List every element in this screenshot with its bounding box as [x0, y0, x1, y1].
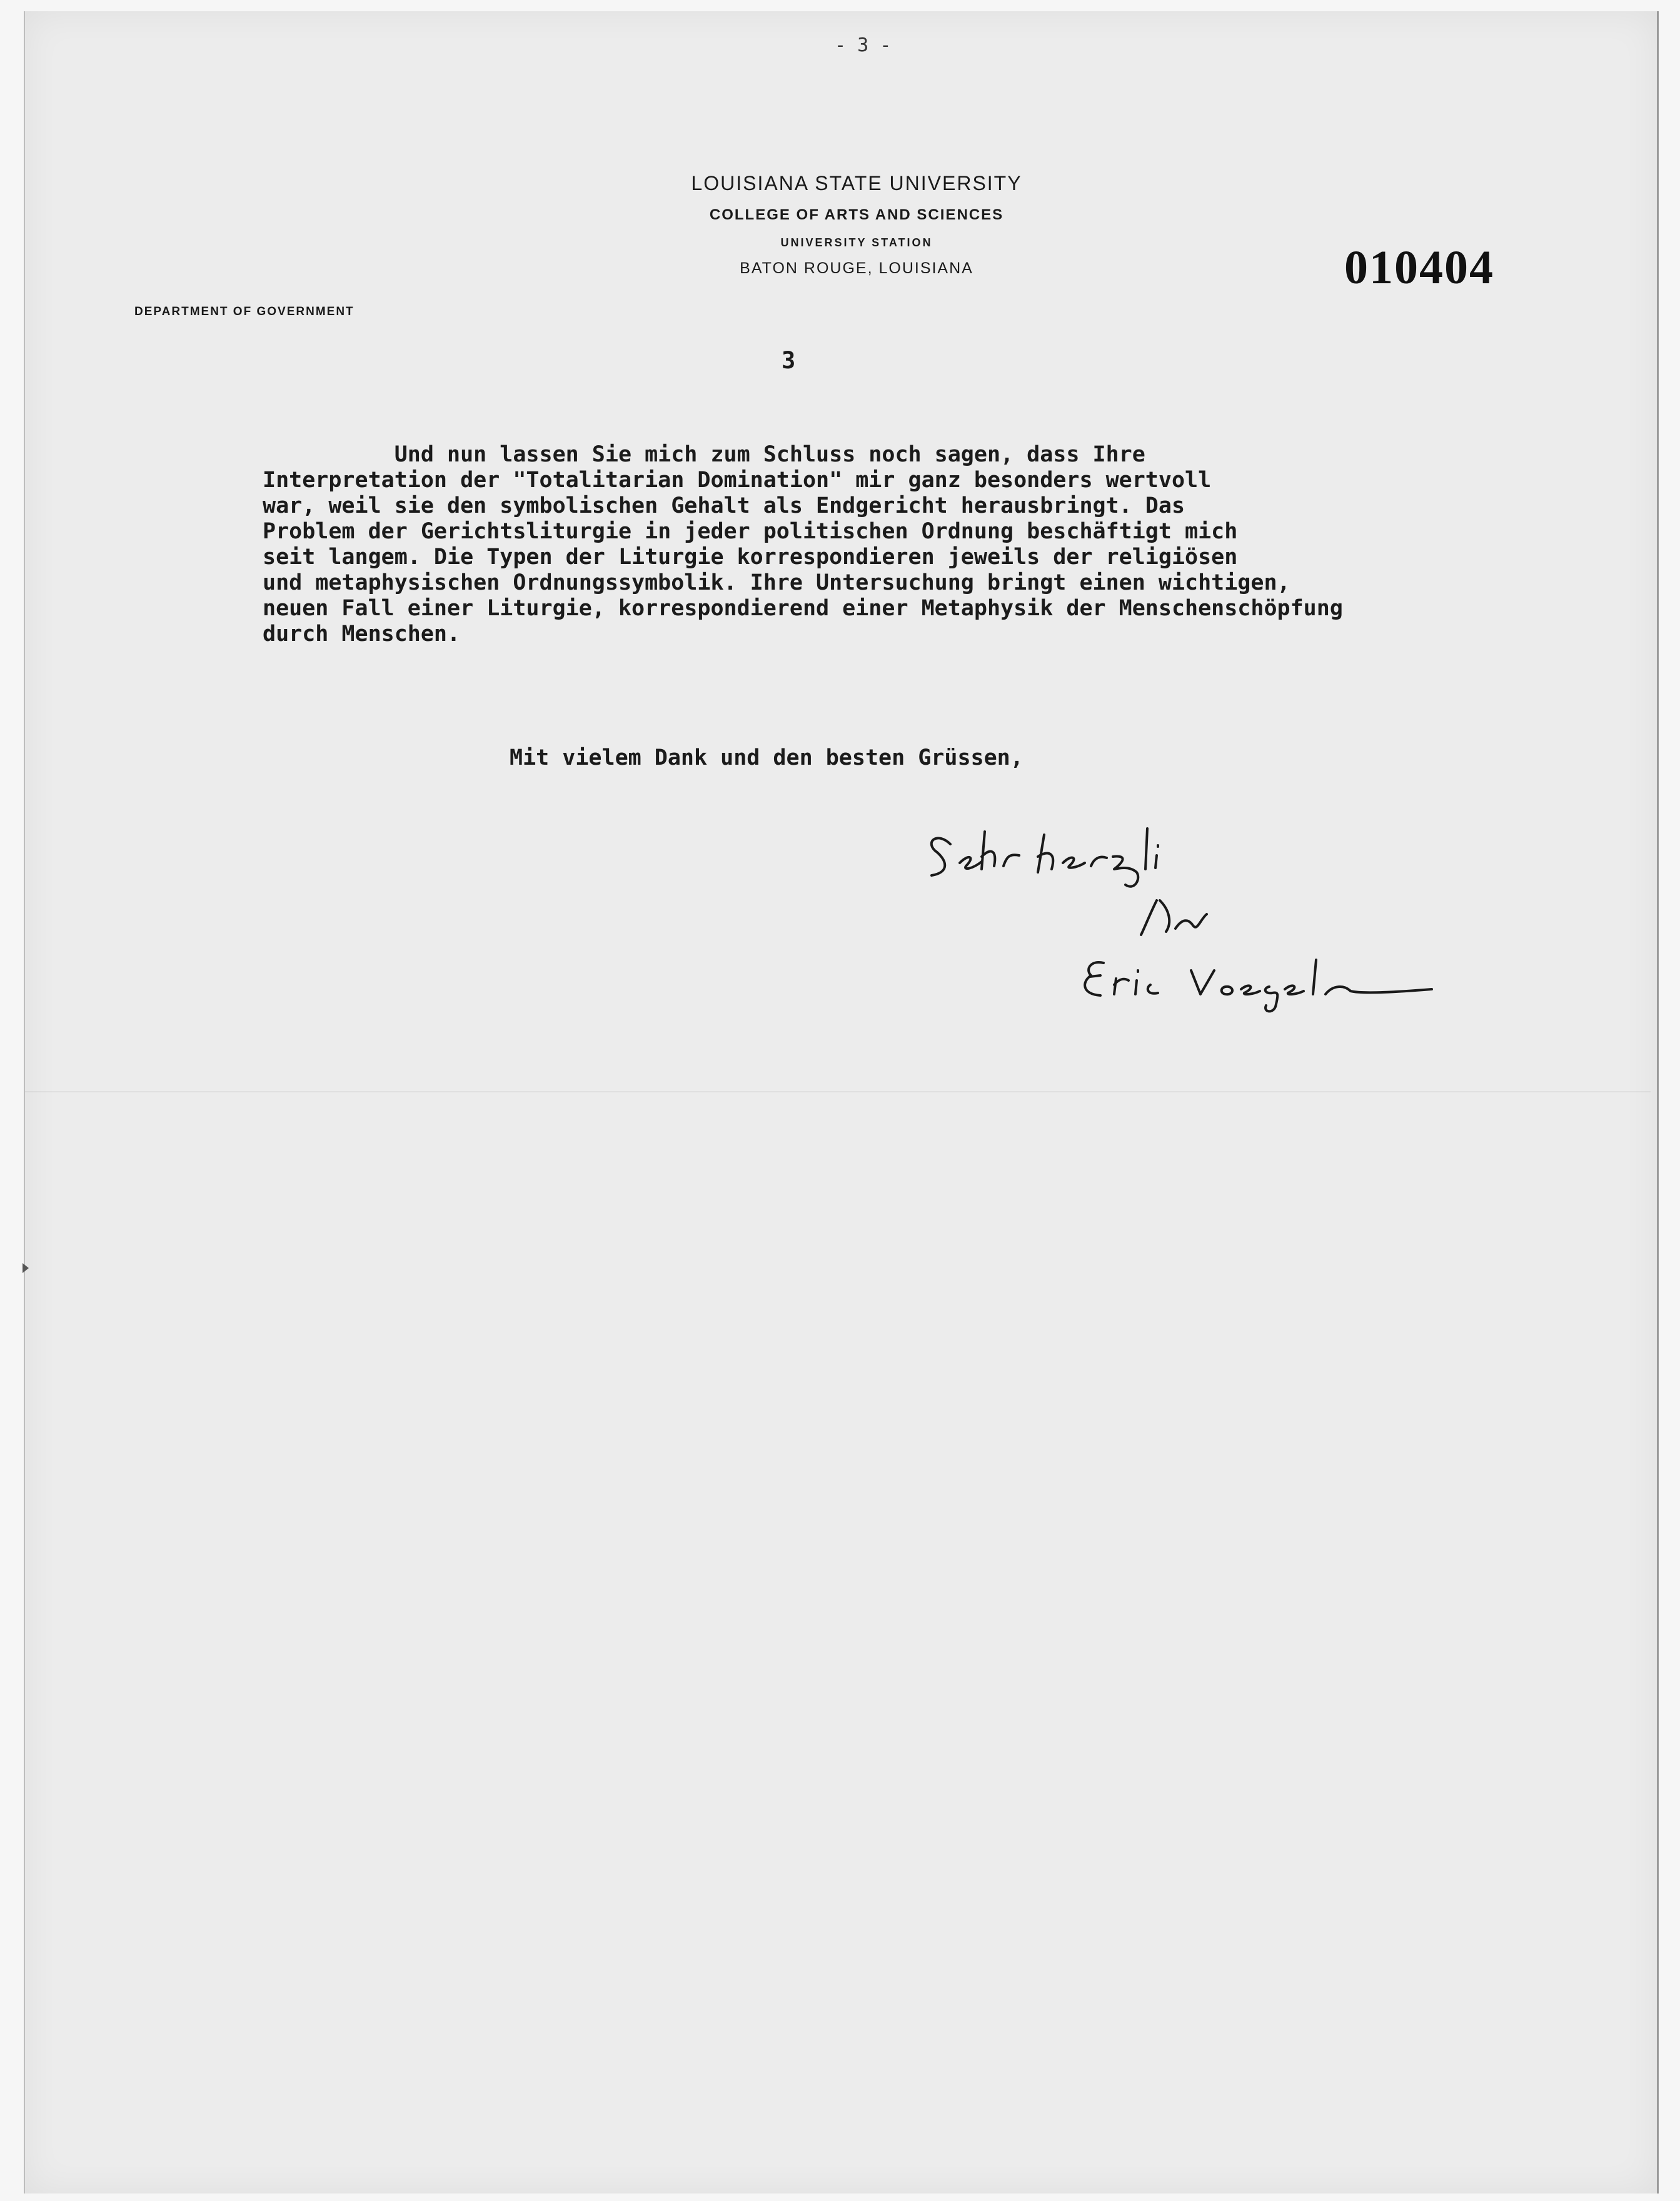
letterhead-station: UNIVERSITY STATION	[780, 236, 933, 249]
letter-body	[263, 442, 1651, 647]
department-label: DEPARTMENT OF GOVERNMENT	[134, 305, 355, 318]
top-page-mark: - 3 -	[835, 34, 892, 56]
body-line: neuen Fall einer Liturgie, korrespondierend einer Metaphysik der Menschenschöpfung	[263, 596, 1343, 621]
closing-salutation: Mit vielem Dank und den besten Grüssen,	[510, 745, 1024, 770]
body-line: war, weil sie den symbolischen Gehalt als Endgericht herausbringt. Das	[263, 493, 1185, 518]
letter-page	[24, 11, 1659, 2193]
body-line: Interpretation der "Totalitarian Domination" mir ganz besonders wertvoll	[263, 468, 1212, 493]
document-number-stamp: 010404	[1344, 241, 1494, 294]
binder-hole-mark	[23, 1263, 29, 1273]
letterhead-college: COLLEGE OF ARTS AND SCIENCES	[709, 206, 1004, 223]
body-line: seit langem. Die Typen der Liturgie korrespondieren jeweils der religiösen	[263, 545, 1238, 570]
letterhead-city: BATON ROUGE, LOUISIANA	[740, 259, 973, 277]
body-line: und metaphysischen Ordnungssymbolik. Ihre Untersuchung bringt einen wichtigen,	[263, 570, 1290, 595]
bleed-through-line	[25, 1091, 1651, 1092]
handwritten-signature	[913, 807, 1513, 1019]
body-line: durch Menschen.	[263, 622, 461, 647]
page-number: 3	[782, 347, 796, 374]
letterhead-university: LOUISIANA STATE UNIVERSITY	[691, 172, 1022, 194]
body-line: Und nun lassen Sie mich zum Schluss noch sagen, dass Ihre	[263, 442, 1145, 467]
body-line: Problem der Gerichtsliturgie in jeder politischen Ordnung beschäftigt mich	[263, 519, 1238, 544]
